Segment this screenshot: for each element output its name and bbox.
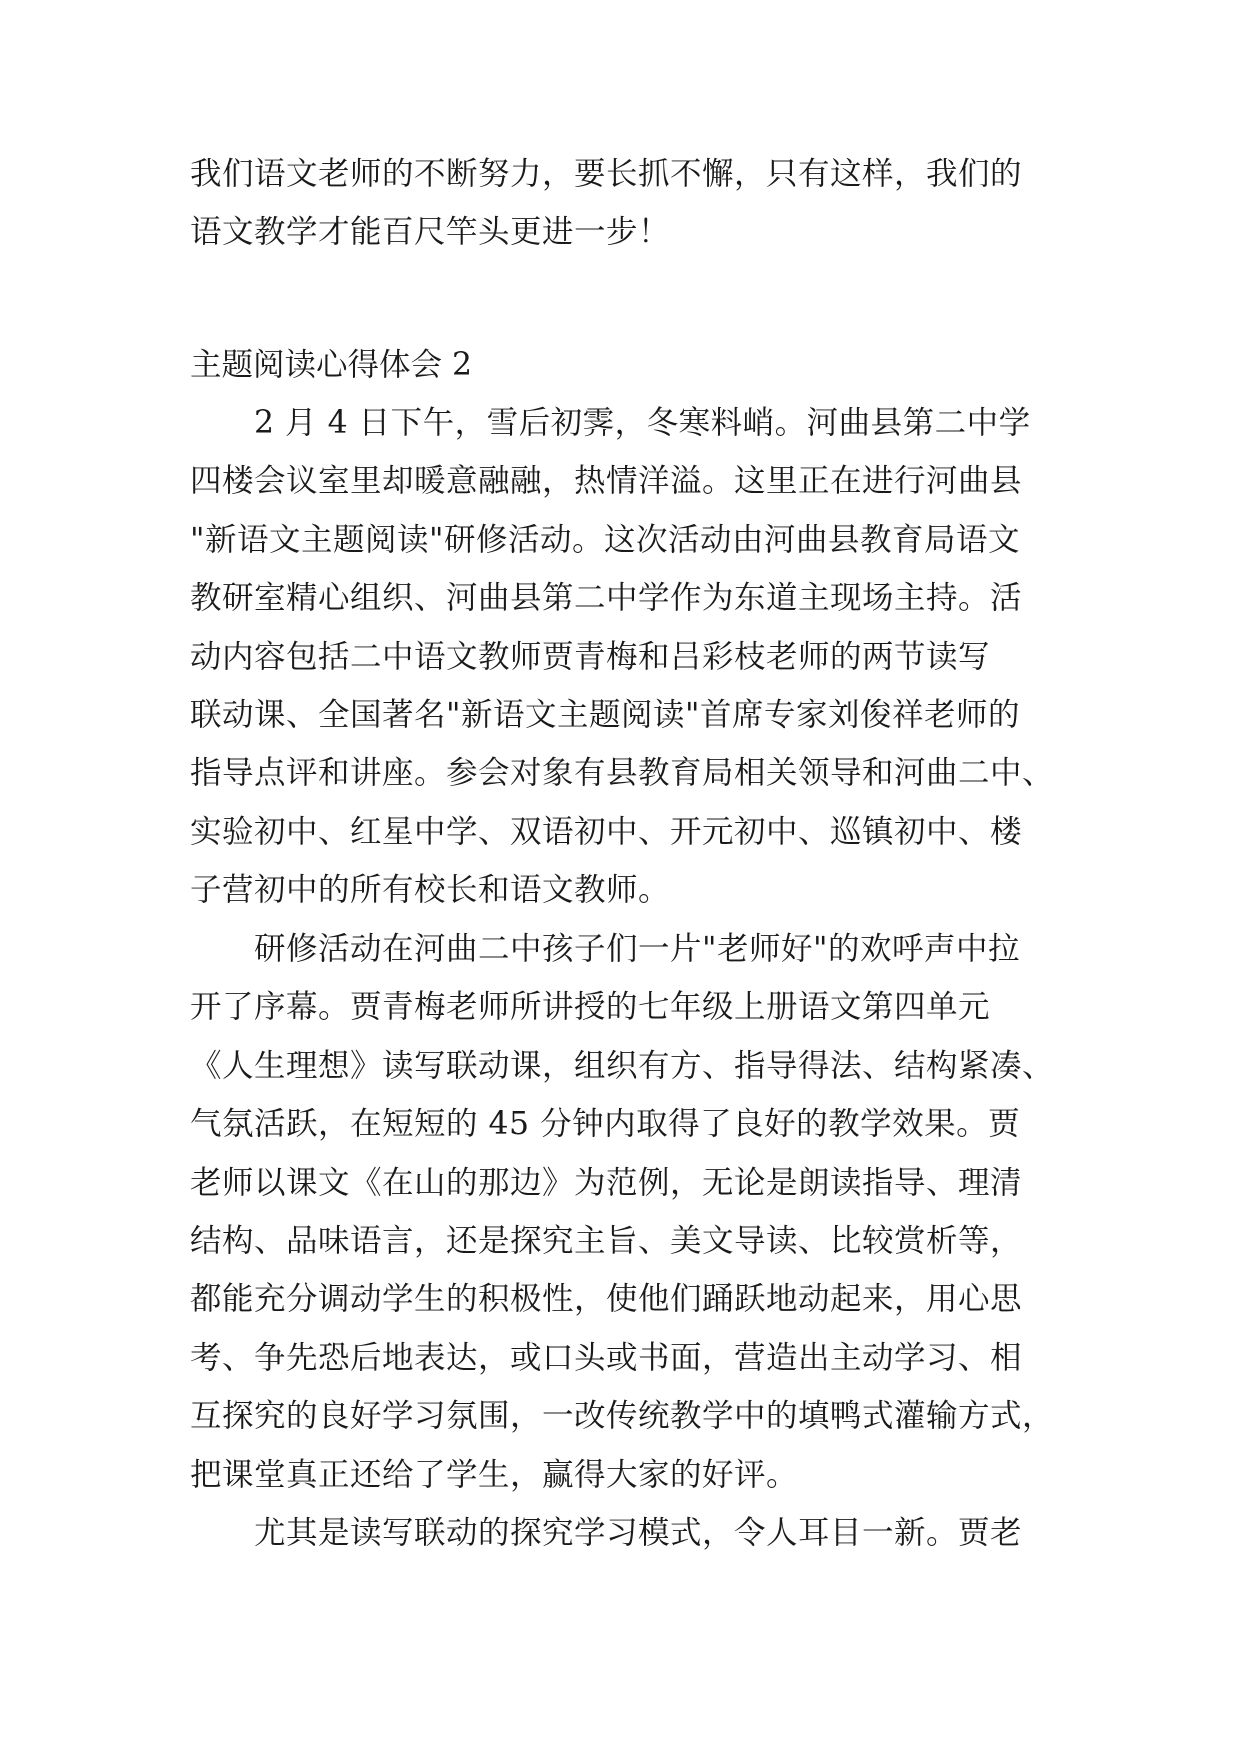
text-line: 把课堂真正还给了学生，赢得大家的好评。 (190, 1456, 799, 1493)
text-line: 《人生理想》读写联动课，组织有方、指导得法、结构紧凑、 (190, 1047, 1055, 1084)
paragraph-1 (190, 394, 1070, 920)
text-line: 四楼会议室里却暖意融融，热情洋溢。这里正在进行河曲县 (190, 463, 1023, 500)
text-line: 气氛活跃，在短短的 45 分钟内取得了良好的教学效果。贾 (190, 1106, 1021, 1143)
text-line: 教研室精心组织、河曲县第二中学作为东道主现场主持。活 (190, 580, 1023, 617)
text-line: 2 月 4 日下午，雪后初霁，冬寒料峭。河曲县第二中学 (254, 405, 1031, 441)
text-line: 考、争先恐后地表达，或口头或书面，营造出主动学习、相 (190, 1339, 1023, 1376)
text-line: 动内容包括二中语文教师贾青梅和吕彩枝老师的两节读写 (190, 638, 991, 675)
text-line: 互探究的良好学习氛围，一改传统教学中的填鸭式灌输方式， (190, 1398, 1055, 1435)
text-line: 子营初中的所有校长和语文教师。 (190, 872, 671, 909)
intro-paragraph (190, 145, 1070, 262)
text-line: 语文教学才能百尺竿头更进一步！ (190, 214, 671, 251)
text-line: 联动课、全国著名"新语文主题阅读"首席专家刘俊祥老师的 (190, 696, 1020, 733)
text-line: 尤其是读写联动的探究学习模式，令人耳目一新。贾老 (254, 1515, 1023, 1551)
text-line: 指导点评和讲座。参会对象有县教育局相关领导和河曲二中、 (190, 755, 1055, 792)
paragraph-3 (190, 1504, 1070, 1562)
text-line: 结构、品味语言，还是探究主旨、美文导读、比较赏析等， (190, 1222, 1023, 1259)
text-line: 实验初中、红星中学、双语初中、开元初中、巡镇初中、楼 (190, 813, 1023, 850)
text-line: 开了序幕。贾青梅老师所讲授的七年级上册语文第四单元 (190, 989, 991, 1026)
paragraph-2 (190, 920, 1070, 1504)
text-line: 老师以课文《在山的那边》为范例，无论是朗读指导、理清 (190, 1164, 1023, 1201)
section-heading: 主题阅读心得体会 2 (190, 347, 473, 383)
text-line: 研修活动在河曲二中孩子们一片"老师好"的欢呼声中拉 (254, 931, 1020, 967)
text-line: 我们语文老师的不断努力，要长抓不懈，只有这样，我们的 (190, 156, 1023, 192)
text-line: 都能充分调动学生的积极性，使他们踊跃地动起来，用心思 (190, 1281, 1023, 1318)
text-line: "新语文主题阅读"研修活动。这次活动由河曲县教育局语文 (190, 521, 1020, 558)
